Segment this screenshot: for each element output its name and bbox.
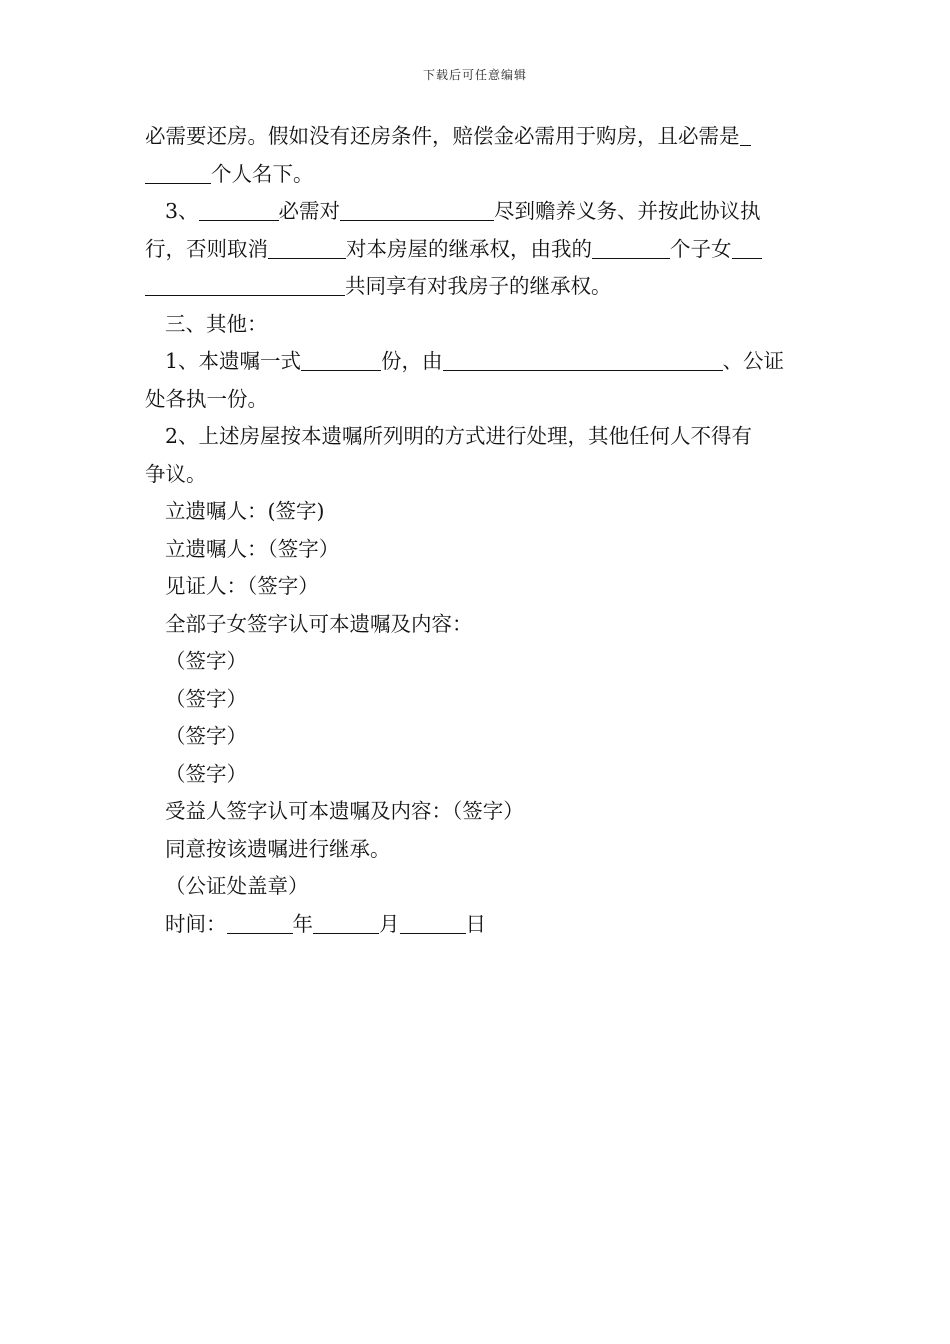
- line-12: 立遗嘱人：（签字）: [165, 536, 340, 561]
- blank[interactable]: [443, 350, 723, 372]
- text: 行，否则取消: [145, 236, 268, 261]
- line-21: （公证处盖章）: [165, 874, 309, 898]
- blank[interactable]: [732, 237, 762, 259]
- line-7: [145, 343, 810, 381]
- blank[interactable]: [592, 237, 670, 259]
- line-5: [145, 268, 810, 306]
- line-11: 立遗嘱人：(签字): [165, 499, 325, 523]
- text: 必需对: [278, 199, 341, 223]
- line-3: [145, 193, 810, 231]
- line-1: [145, 118, 810, 156]
- line-8: 处各执一份。: [145, 386, 268, 411]
- blank[interactable]: [145, 275, 345, 297]
- blank[interactable]: [199, 200, 279, 222]
- line-13: 见证人：（签字）: [165, 574, 319, 598]
- blank[interactable]: [313, 912, 379, 934]
- text: 月: [379, 911, 400, 936]
- line-16: （签字）: [165, 686, 247, 711]
- text: 份，由: [381, 349, 443, 373]
- blank[interactable]: [145, 162, 211, 184]
- text: 3、: [165, 199, 199, 223]
- line-19: 受益人签字认可本遗嘱及内容：（签字）: [165, 799, 524, 823]
- line-15: （签字）: [165, 649, 247, 673]
- page-header: 下载后可任意编辑: [422, 68, 527, 82]
- text: 尽到赡养义务、并按此协议执: [494, 199, 761, 223]
- text: 对本房屋的继承权，由我的: [346, 236, 592, 261]
- blank[interactable]: [301, 350, 381, 372]
- blank[interactable]: [400, 912, 466, 934]
- blank[interactable]: [340, 200, 494, 222]
- line-17: （签字）: [165, 724, 247, 748]
- line-9: 2、上述房屋按本遗嘱所列明的方式进行处理，其他任何人不得有: [165, 424, 753, 448]
- text: 个子女: [670, 236, 732, 261]
- line-4: [145, 231, 810, 269]
- text: 1、本遗嘱一式: [165, 349, 302, 373]
- text: 必需要还房。假如没有还房条件，赔偿金必需用于购房，且必需是: [145, 124, 740, 148]
- line-2: [145, 156, 810, 194]
- blank[interactable]: [740, 125, 751, 147]
- line-14: 全部子女签字认可本遗嘱及内容：: [165, 611, 473, 636]
- line-10: 争议。: [145, 461, 207, 486]
- line-22: [145, 906, 810, 944]
- blank[interactable]: [268, 237, 346, 259]
- text: 个人名下。: [211, 161, 314, 186]
- blank[interactable]: [227, 912, 293, 934]
- text: 、公证: [722, 349, 785, 373]
- text: 共同享有对我房子的继承权。: [345, 274, 612, 298]
- line-6: 三、其他：: [165, 311, 268, 336]
- line-18: （签字）: [165, 761, 247, 786]
- text: 时间：: [165, 911, 227, 936]
- text: 年: [292, 911, 313, 936]
- document-body: [145, 118, 810, 943]
- text: 日: [465, 911, 486, 936]
- line-20: 同意按该遗嘱进行继承。: [165, 836, 391, 861]
